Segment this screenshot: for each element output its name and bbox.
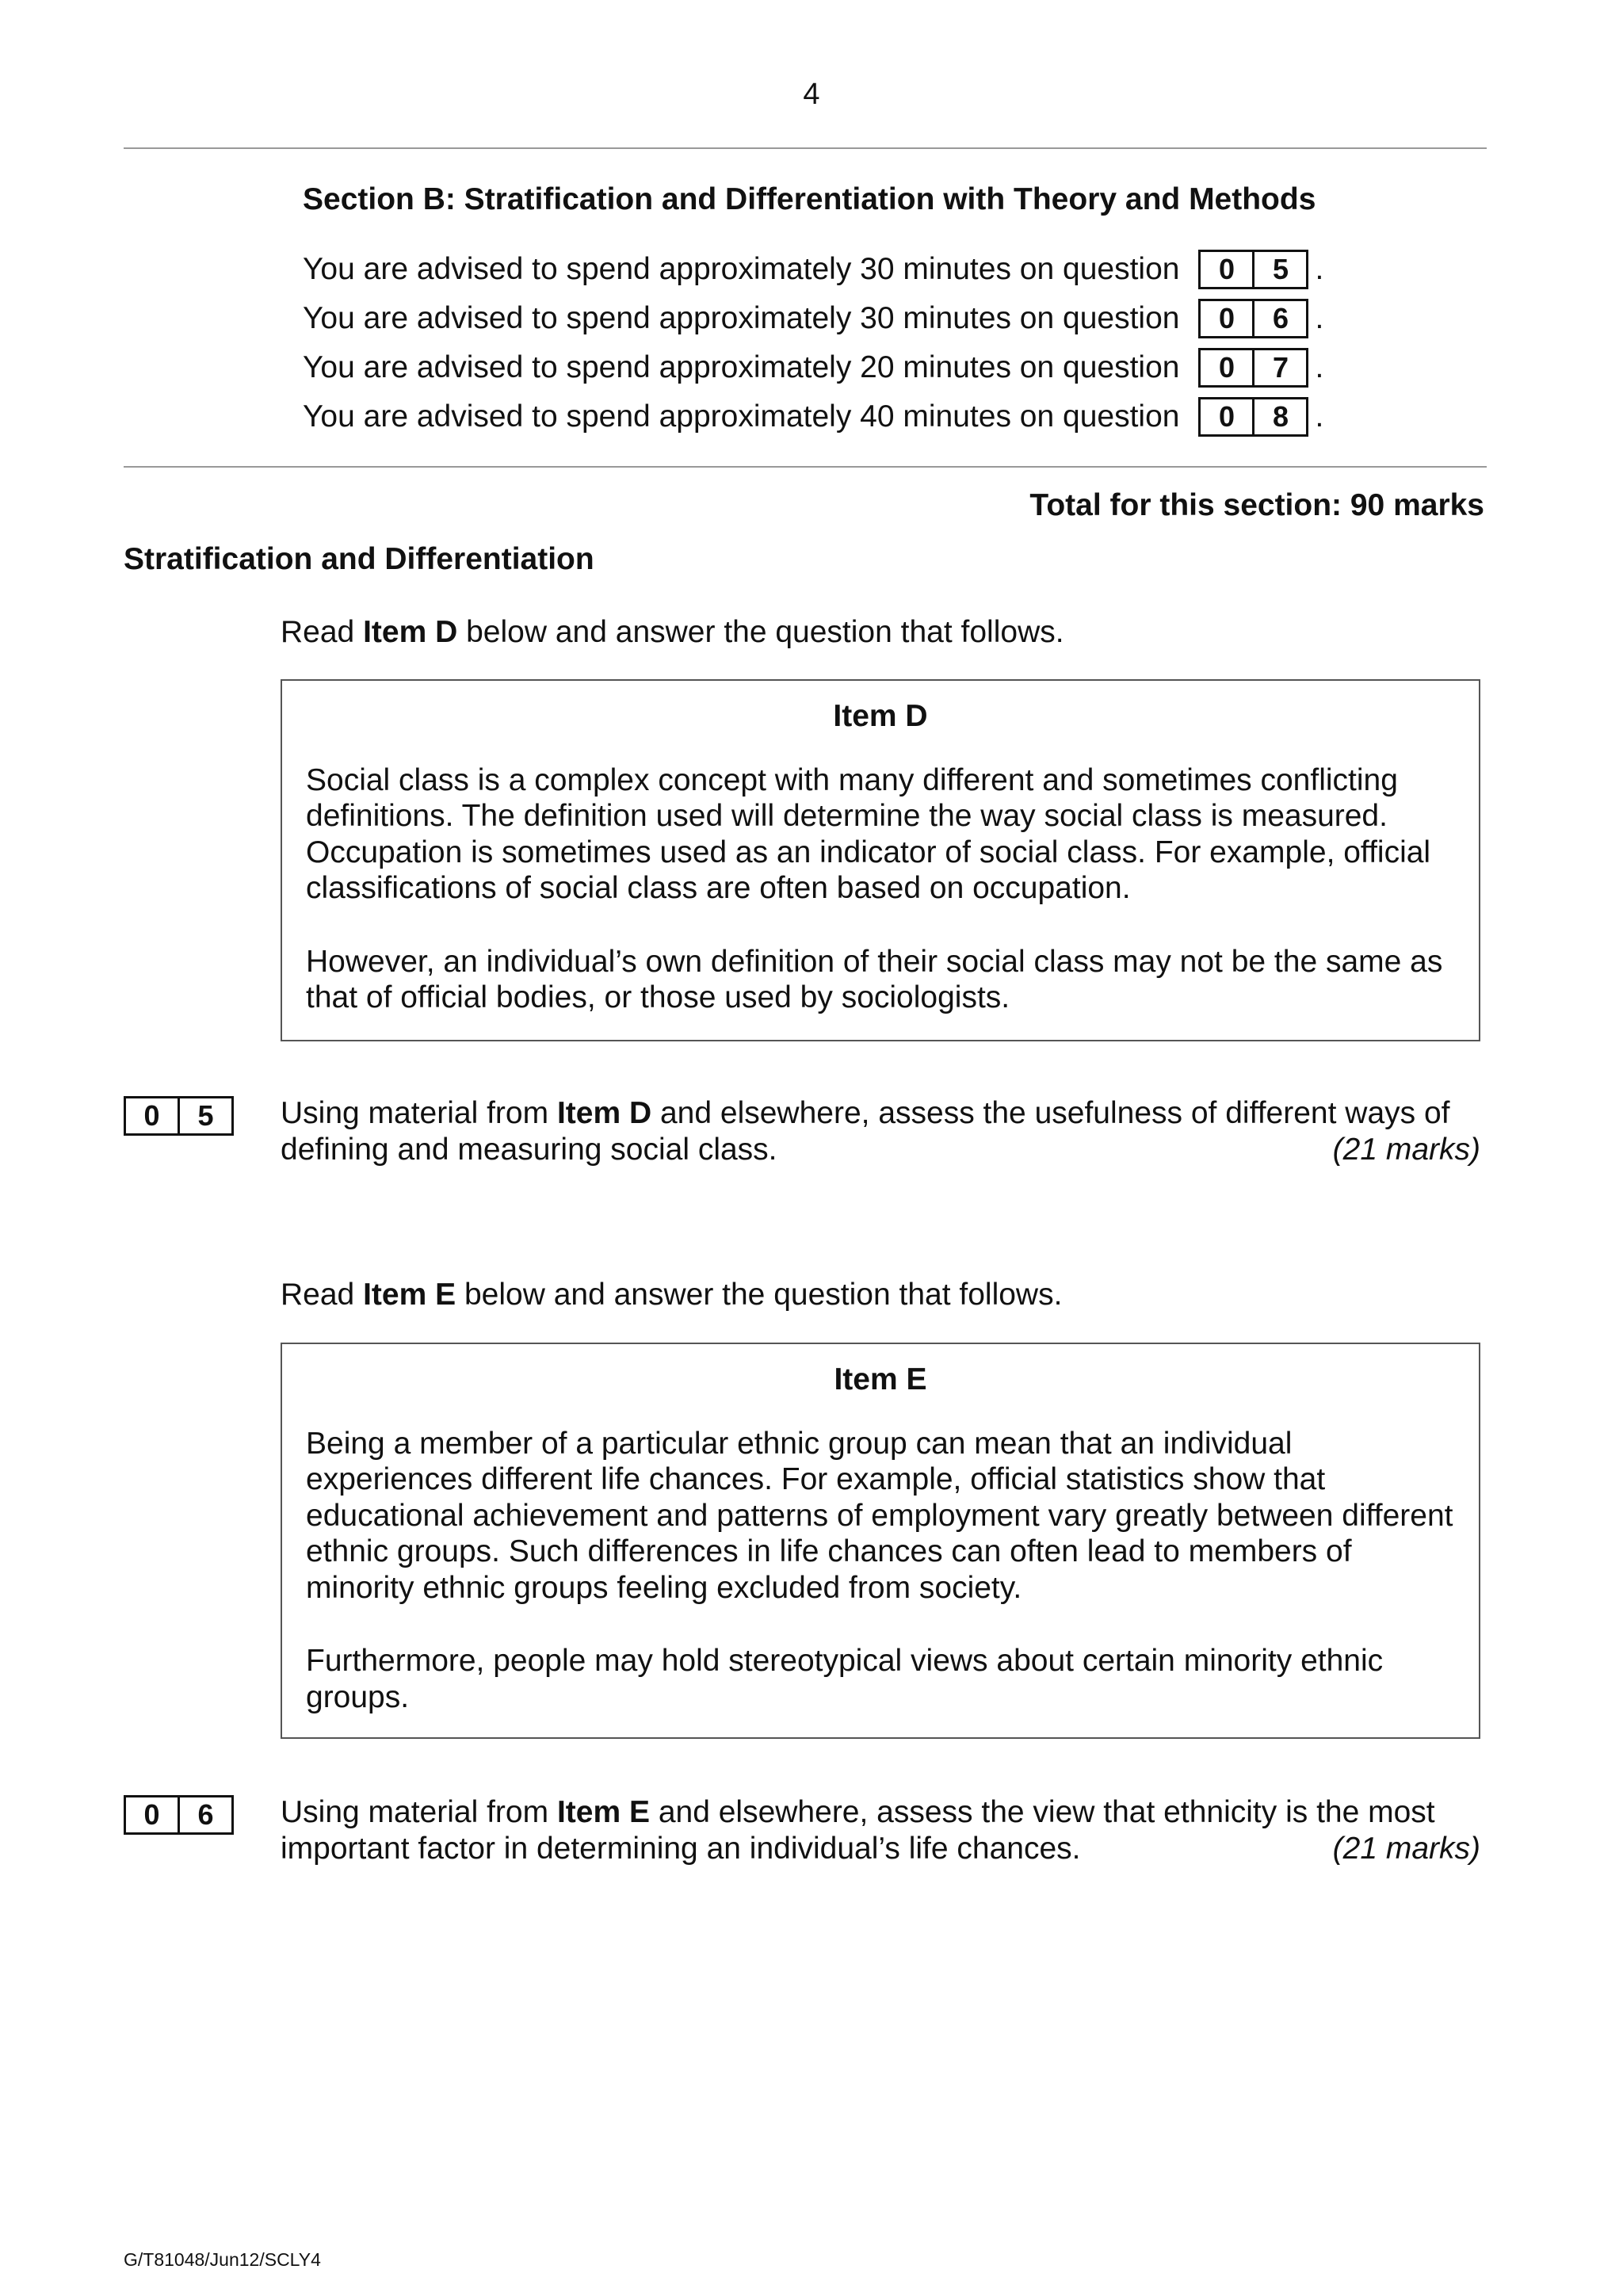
advice-period: . xyxy=(1315,399,1324,434)
question-number-box xyxy=(124,1795,234,1835)
advice-period: . xyxy=(1315,251,1324,286)
digit: 6 xyxy=(1252,301,1306,336)
q-suffix: and elsewhere, assess the usefulness of different ways of defining and measuring social class. xyxy=(281,1096,1450,1167)
question-ref-box xyxy=(1198,397,1308,437)
q-prefix: Using material from xyxy=(281,1096,557,1130)
item-title: Item E xyxy=(834,1362,927,1396)
digit: 0 xyxy=(1218,399,1235,433)
read-suffix: below and answer the question that follows. xyxy=(457,615,1064,649)
top-divider xyxy=(124,147,1487,149)
read-suffix: below and answer the question that follows. xyxy=(456,1278,1063,1312)
read-prefix: Read xyxy=(281,615,364,649)
digit: 6 xyxy=(178,1797,231,1832)
item-e-box xyxy=(281,1343,1480,1739)
subheading: Stratification and Differentiation xyxy=(124,542,594,576)
advice-period: . xyxy=(1315,300,1324,335)
q-item: Item D xyxy=(556,1096,652,1130)
item-title: Item D xyxy=(833,699,928,733)
footer-code: G/T81048/Jun12/SCLY4 xyxy=(124,2249,321,2270)
digit: 0 xyxy=(143,1798,160,1831)
advice-period: . xyxy=(1315,350,1324,384)
read-item: Item D xyxy=(363,615,458,649)
item-paragraph: Being a member of a particular ethnic group can mean that an individual experiences different life chances. For example, official statistics show that educational achievement and patterns of employment vary greatly between different ethnic groups. Such differences in life chances can often lead to members of minority ethnic groups feeling excluded from society. xyxy=(306,1426,1453,1605)
advice-text: You are advised to spend approximately 40 minutes on question xyxy=(303,399,1180,434)
digit: 7 xyxy=(1252,350,1306,385)
question-ref-box xyxy=(1198,348,1308,388)
advice-text: You are advised to spend approximately 20 minutes on question xyxy=(303,350,1180,384)
marks: (21 marks) xyxy=(1332,1831,1480,1866)
read-instruction xyxy=(281,615,1064,650)
section-total: Total for this section: 90 marks xyxy=(1029,488,1484,522)
page-number: 4 xyxy=(803,78,820,111)
advice-text: You are advised to spend approximately 30 minutes on question xyxy=(303,251,1180,286)
item-d-box xyxy=(281,679,1480,1041)
section-divider xyxy=(124,466,1487,468)
advice-line xyxy=(303,346,1323,387)
question-text xyxy=(281,1794,1480,1866)
item-paragraph: However, an individual’s own definition of their social class may not be the same as that of official bodies, or those used by sociologists. xyxy=(306,944,1443,1014)
item-paragraph: Social class is a complex concept with many different and sometimes conflicting definitions. The definition used will determine the way social class is measured. Occupation is sometimes used as an indicator of social class. For example, official classifications of social class are often based on occupation. xyxy=(306,762,1431,905)
digit: 0 xyxy=(1218,252,1235,285)
section-title: Section B: Stratification and Differentiation with Theory and Methods xyxy=(303,182,1316,216)
advice-line xyxy=(303,395,1323,436)
digit: 0 xyxy=(1218,301,1235,334)
question-ref-box xyxy=(1198,299,1308,338)
question-ref-box xyxy=(1198,250,1308,289)
marks: (21 marks) xyxy=(1332,1132,1480,1167)
read-instruction xyxy=(281,1278,1062,1312)
q-suffix: and elsewhere, assess the view that ethnicity is the most important factor in determining an individual’s life chances. xyxy=(281,1795,1435,1866)
advice-line xyxy=(303,296,1323,338)
advice-line xyxy=(303,247,1323,288)
q-prefix: Using material from xyxy=(281,1795,557,1829)
read-prefix: Read xyxy=(281,1278,364,1312)
digit: 0 xyxy=(1218,350,1235,384)
question-number-box xyxy=(124,1096,234,1136)
digit: 5 xyxy=(178,1098,231,1133)
question-text xyxy=(281,1095,1480,1167)
item-paragraph: Furthermore, people may hold stereotypical views about certain minority ethnic groups. xyxy=(306,1644,1384,1714)
digit: 0 xyxy=(143,1099,160,1132)
read-item: Item E xyxy=(363,1278,456,1312)
digit: 5 xyxy=(1252,252,1306,287)
q-item: Item E xyxy=(556,1795,650,1829)
digit: 8 xyxy=(1252,399,1306,434)
advice-text: You are advised to spend approximately 30 minutes on question xyxy=(303,300,1180,335)
